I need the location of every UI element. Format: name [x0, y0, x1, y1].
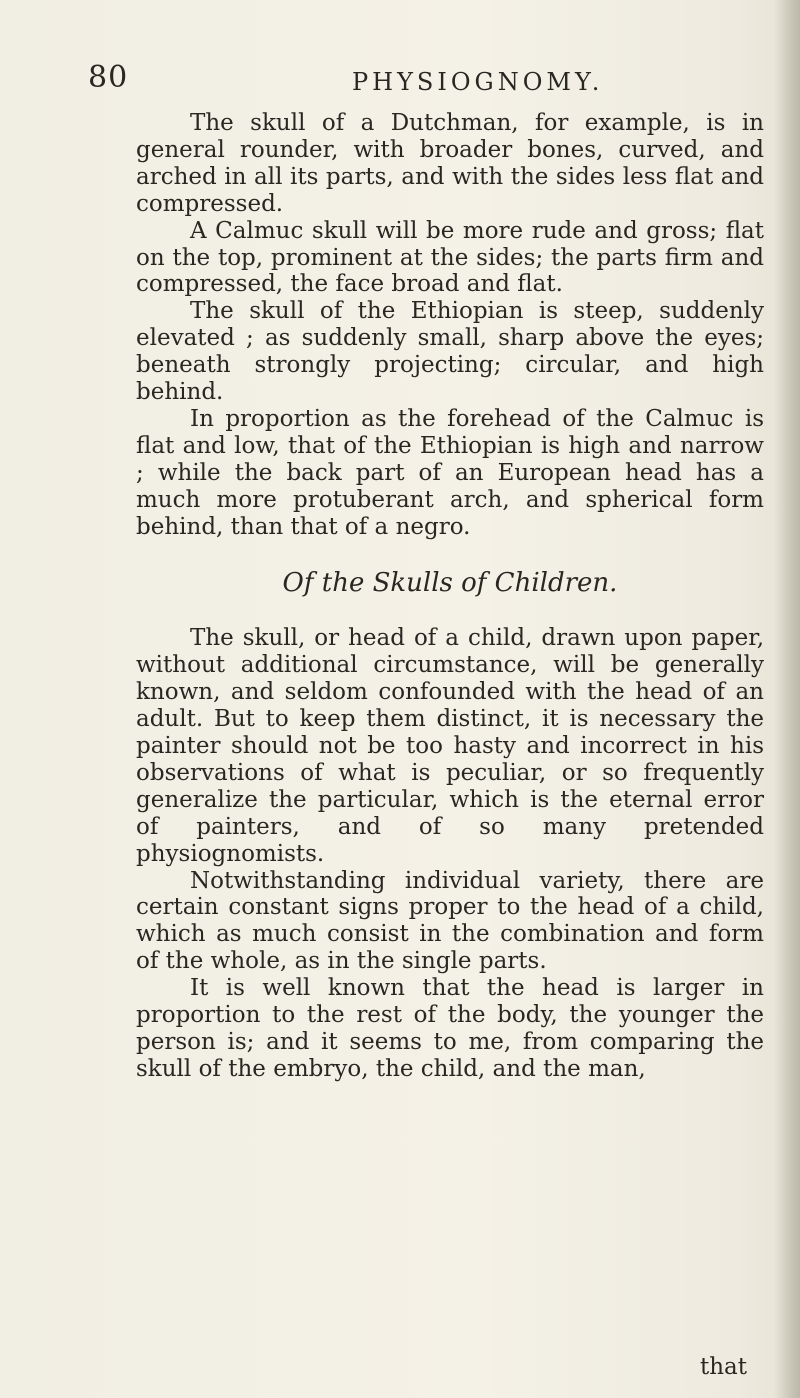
catchword: that — [700, 1354, 748, 1380]
paragraph: In proportion as the forehead of the Calmuc is flat and low, that of the Ethiopian is high and narrow ; while the back part of an European head has a much more protuberant arch, and spherical form behind, than that of a negro. — [136, 405, 764, 540]
page-edge-shadow — [774, 0, 800, 1398]
page-number: 80 — [88, 60, 129, 95]
running-head: PHYSIOGNOMY. — [352, 68, 604, 96]
body-text — [136, 110, 764, 1083]
paragraph: It is well known that the head is larger in proportion to the rest of the body, the younger the person is; and it seems to me, from comparing the skull of the embryo, the child, and the man, — [136, 975, 764, 1082]
paragraph: Notwithstanding individual variety, there are certain constant signs proper to the head of a child, which as much consist in the combination and form of the whole, as in the single parts. — [136, 867, 764, 975]
paragraph: The skull, or head of a child, drawn upon paper, without additional circumstance, will be generally known, and seldom confounded with the head of an adult. But to keep them distinct, it is necessary the painter should not be too hasty and incorrect in his observations of what is peculiar, or so frequently generalize the particular, which is the eternal error of painters, and of so many pretended physiognomists. — [136, 625, 764, 867]
paragraph: The skull of the Ethiopian is steep, suddenly elevated ; as suddenly small, sharp above the eyes; beneath strongly projecting; circular, and high behind. — [136, 298, 764, 406]
section-heading: Of the Skulls of Children. — [282, 567, 618, 598]
paragraph: The skull of a Dutchman, for example, is in general rounder, with broader bones, curved, and arched in all its parts, and with the sides less flat and compressed. — [136, 110, 764, 217]
paragraph: A Calmuc skull will be more rude and gross; flat on the top, prominent at the sides; the parts firm and compressed, the face broad and flat. — [136, 217, 764, 298]
